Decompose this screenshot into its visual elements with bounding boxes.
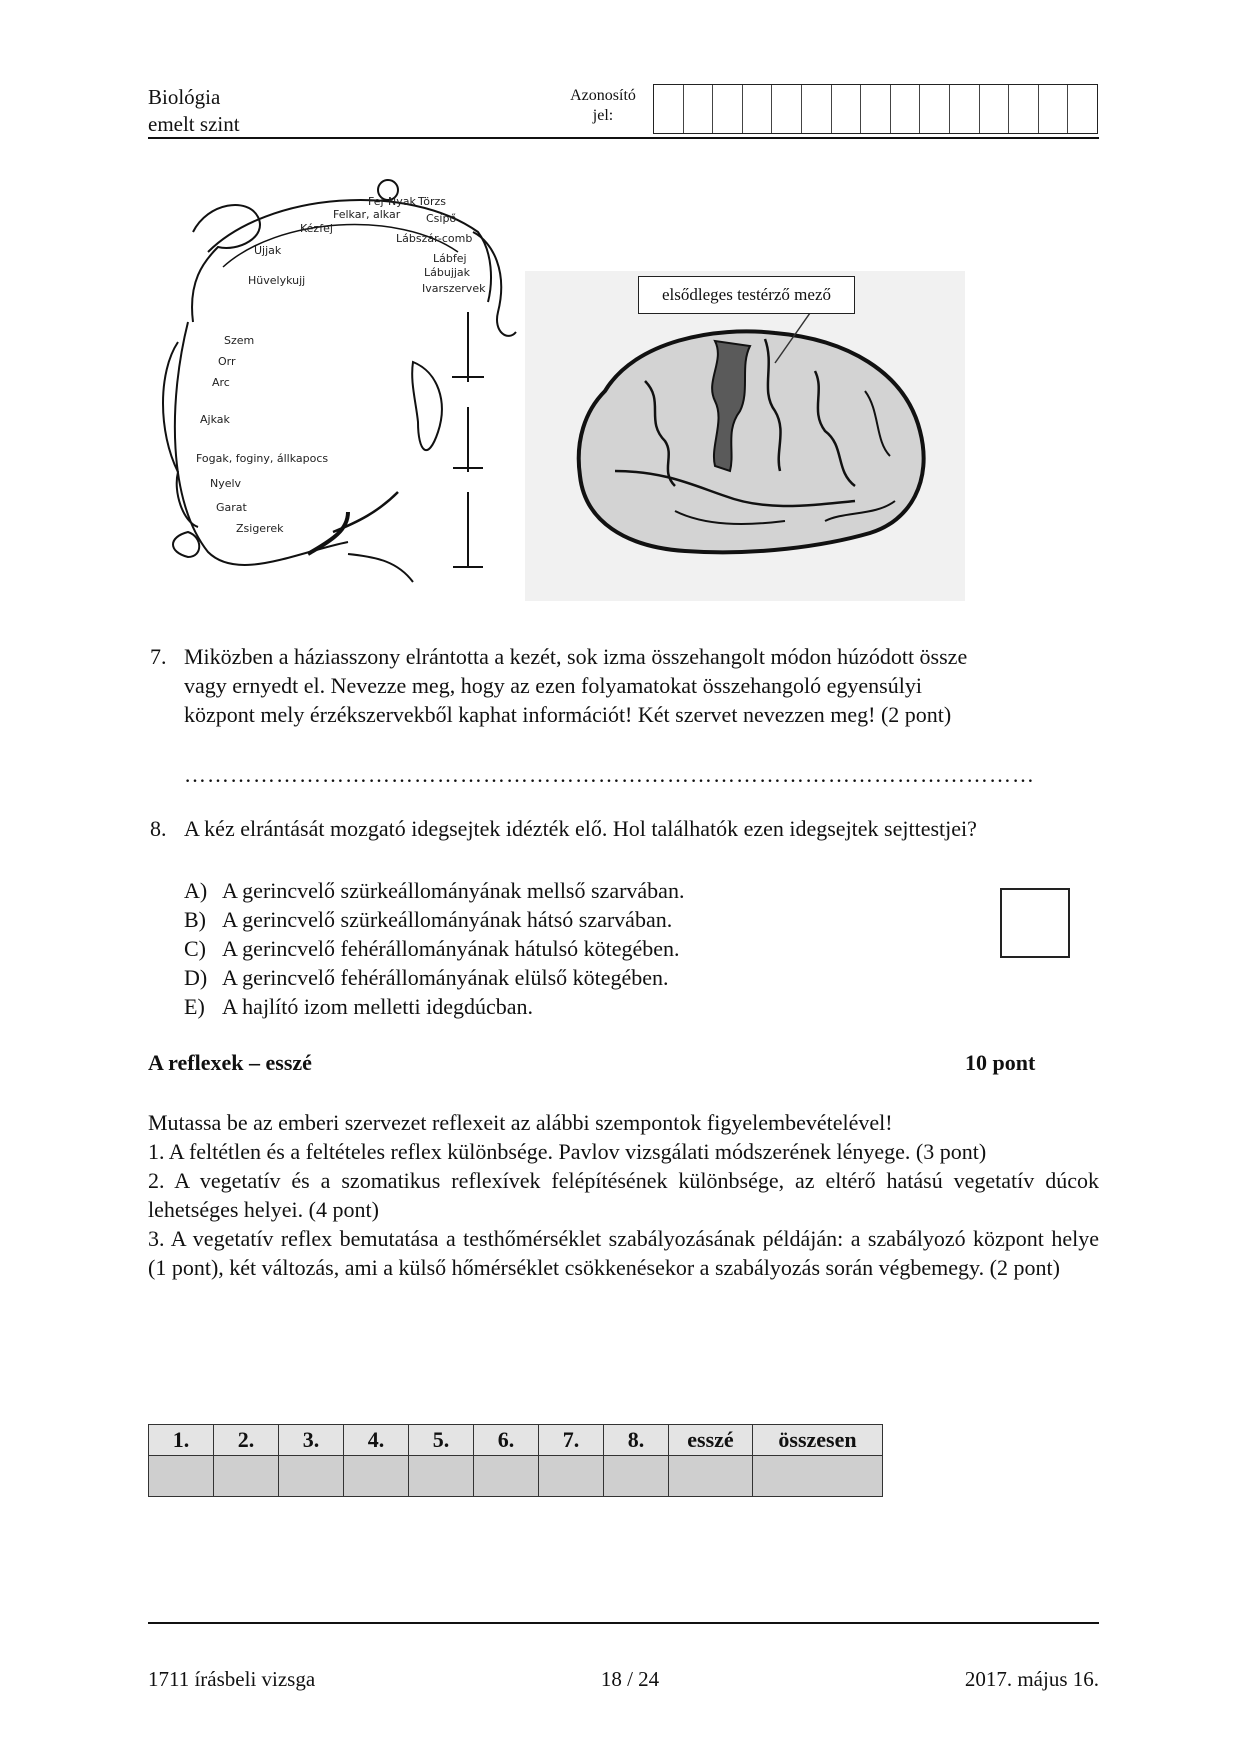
score-header-2: 2. — [214, 1425, 279, 1456]
essay-body — [148, 1108, 1099, 1282]
brain-illustration — [525, 271, 965, 601]
subject-title: Biológia — [148, 85, 221, 109]
question-8-options — [184, 876, 684, 1021]
label-labszar: Lábszár-comb — [396, 232, 473, 245]
score-header-3: 3. — [279, 1425, 344, 1456]
option-e-letter: E) — [184, 994, 205, 1019]
score-header-7: 7. — [539, 1425, 604, 1456]
id-box-cell[interactable] — [980, 85, 1010, 133]
score-cell-8[interactable] — [604, 1456, 669, 1497]
header-divider — [148, 137, 1099, 139]
option-d-letter: D) — [184, 965, 208, 990]
label-nyelv: Nyelv — [210, 477, 242, 490]
score-cell-total[interactable] — [753, 1456, 883, 1497]
label-torzs: Törzs — [418, 195, 447, 208]
option-c — [184, 934, 684, 963]
label-labfej: Lábfej — [433, 252, 467, 265]
option-a — [184, 876, 684, 905]
id-box-cell[interactable] — [861, 85, 891, 133]
score-cell-6[interactable] — [474, 1456, 539, 1497]
viscera-line-lower — [348, 554, 413, 582]
id-box-cell[interactable] — [802, 85, 832, 133]
option-d — [184, 963, 684, 992]
question-7-line-2: vagy ernyedt el. Nevezze meg, hogy az ezen folyamatokat összehangoló egyensúlyi — [184, 673, 922, 698]
score-cell-4[interactable] — [344, 1456, 409, 1497]
face-caricature — [163, 342, 198, 527]
option-d-text: A gerincvelő fehérállományának elülső kötegében. — [222, 965, 669, 990]
option-b-text: A gerincvelő szürkeállományának hátsó szarvában. — [222, 907, 673, 932]
homunculus-figure — [148, 172, 528, 602]
score-table-header-row — [149, 1425, 883, 1456]
id-label — [555, 86, 651, 126]
label-arc: Arc — [212, 376, 230, 389]
id-box-cell[interactable] — [832, 85, 862, 133]
label-fej: Fej — [368, 195, 384, 208]
question-8-answer-box[interactable] — [1000, 888, 1070, 958]
id-box-cell[interactable] — [920, 85, 950, 133]
option-c-text: A gerincvelő fehérállományának hátulsó kötegében. — [222, 936, 680, 961]
label-ajkak: Ajkak — [200, 413, 230, 426]
option-e — [184, 992, 684, 1021]
essay-item-3: 3. A vegetatív reflex bemutatása a testhőmérséklet szabályozásának példáján: a szabályozó központ helye (1 pont), két változás, ami a külső hőmérséklet csökkenésekor a szabályozás során végbemegy. (2 pont) — [148, 1226, 1099, 1280]
score-cell-1[interactable] — [149, 1456, 214, 1497]
question-7-answer-line[interactable]: ………………………………………………………………………………………………… — [184, 762, 1035, 787]
brain-outline — [579, 331, 924, 552]
label-csipo: Csípő — [426, 212, 457, 225]
id-box-cell[interactable] — [654, 85, 684, 133]
essay-title: A reflexek – esszé — [148, 1050, 312, 1075]
id-label-line1: Azonosító — [570, 87, 636, 104]
id-box-cell[interactable] — [1039, 85, 1069, 133]
question-8-text: A kéz elrántását mozgató idegsejtek idézték elő. Hol találhatók ezen idegsejtek sejttestjei? — [184, 816, 977, 841]
label-huvelykujj: Hüvelykujj — [248, 274, 306, 287]
id-box-cell[interactable] — [891, 85, 921, 133]
option-a-letter: A) — [184, 878, 208, 903]
score-table — [148, 1424, 883, 1497]
footer-page-number: 18 / 24 — [600, 1667, 660, 1691]
label-ivarszervek: Ivarszervek — [422, 282, 486, 295]
label-ujjak: Ujjak — [254, 244, 282, 257]
score-table-value-row — [149, 1456, 883, 1497]
question-7 — [150, 642, 1100, 729]
option-a-text: A gerincvelő szürkeállományának mellső szarvában. — [222, 878, 685, 903]
score-cell-7[interactable] — [539, 1456, 604, 1497]
tongue-caricature — [173, 532, 199, 557]
id-box-cell[interactable] — [950, 85, 980, 133]
question-7-line-3: központ mely érzékszervekből kaphat információt! Két szervet nevezzen meg! (2 pont) — [184, 702, 952, 727]
question-8-number: 8. — [150, 816, 167, 841]
score-header-1: 1. — [149, 1425, 214, 1456]
label-kezfej: Kézfej — [300, 222, 333, 235]
page-header-subject — [148, 84, 240, 138]
score-header-4: 4. — [344, 1425, 409, 1456]
id-box-cell[interactable] — [713, 85, 743, 133]
option-b-letter: B) — [184, 907, 206, 932]
score-header-5: 5. — [409, 1425, 474, 1456]
brain-figure-panel — [525, 271, 965, 601]
brain-callout-label: elsődleges testérző mező — [638, 276, 855, 314]
score-header-6: 6. — [474, 1425, 539, 1456]
label-fogak: Fogak, foginy, állkapocs — [196, 452, 329, 465]
score-cell-essay[interactable] — [669, 1456, 753, 1497]
brainstem-shape — [412, 362, 442, 450]
label-nyak: Nyak — [388, 195, 416, 208]
id-box-cell[interactable] — [1009, 85, 1039, 133]
footer-exam-code: 1711 írásbeli vizsga — [148, 1667, 316, 1691]
id-box-cell[interactable] — [743, 85, 773, 133]
essay-points: 10 pont — [965, 1050, 1036, 1075]
question-7-line-1: Miközben a háziasszony elrántotta a kezét, sok izma összehangolt módon húzódott össze — [184, 644, 968, 669]
score-cell-5[interactable] — [409, 1456, 474, 1497]
option-c-letter: C) — [184, 936, 206, 961]
id-input-boxes[interactable] — [653, 84, 1098, 134]
label-garat: Garat — [216, 501, 247, 514]
footer-divider — [148, 1622, 1099, 1624]
option-e-text: A hajlító izom melletti idegdúcban. — [222, 994, 533, 1019]
label-szem: Szem — [224, 334, 255, 347]
footer-date: 2017. május 16. — [964, 1667, 1099, 1691]
score-cell-3[interactable] — [279, 1456, 344, 1497]
subject-level: emelt szint — [148, 112, 240, 136]
label-labujjak: Lábujjak — [424, 266, 471, 279]
question-8 — [150, 814, 1100, 843]
option-b — [184, 905, 684, 934]
id-box-cell[interactable] — [1068, 85, 1097, 133]
label-zsigerek: Zsigerek — [236, 522, 284, 535]
id-box-cell[interactable] — [772, 85, 802, 133]
label-orr: Orr — [218, 355, 236, 368]
essay-item-1: 1. A feltétlen és a feltételes reflex különbsége. Pavlov vizsgálati módszerének lényege. (3 pont) — [148, 1139, 987, 1164]
score-header-total: összesen — [753, 1425, 883, 1456]
score-header-8: 8. — [604, 1425, 669, 1456]
score-cell-2[interactable] — [214, 1456, 279, 1497]
essay-intro: Mutassa be az emberi szervezet reflexeit az alábbi szempontok figyelembevételével! — [148, 1110, 893, 1135]
label-felkar: Felkar, alkar — [333, 208, 401, 221]
id-box-cell[interactable] — [684, 85, 714, 133]
score-header-essay: esszé — [669, 1425, 753, 1456]
spinal-cord-segments — [452, 312, 484, 567]
id-label-line2: jel: — [592, 107, 614, 124]
question-7-number: 7. — [150, 644, 167, 669]
essay-item-2: 2. A vegetatív és a szomatikus reflexívek felépítésének különbsége, az eltérő hatású vegetatív dúcok lehetséges helyei. (4 pont) — [148, 1168, 1099, 1222]
